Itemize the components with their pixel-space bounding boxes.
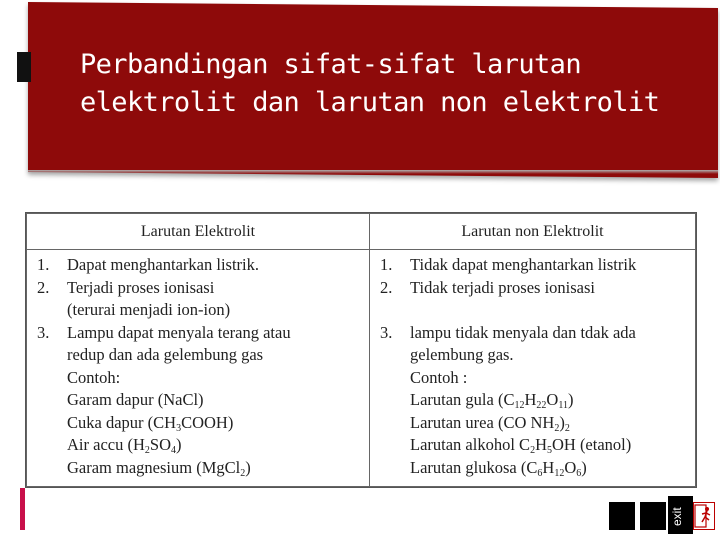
item-number [33,367,67,390]
item-number [376,344,410,367]
item-text: Terjadi proses ionisasi [67,277,215,297]
item-text [410,299,691,322]
item-text: Larutan glukosa $(C_6H_{12}O_6)$ [410,457,587,479]
item-number: 2. [380,277,393,297]
item-text: gelembung gas. [410,345,514,364]
item-number [33,434,67,457]
item-text: (terurai menjadi ion-ion) [67,300,231,319]
list-item [376,412,691,435]
list-item [33,299,365,322]
header-non-elektrolit: Larutan non Elektrolit [370,214,696,250]
list-item [376,457,691,480]
item-number [33,412,67,435]
item-number: 2. [37,277,50,297]
item-number [376,457,410,480]
item-number [376,434,410,457]
column-non-elektrolit [370,250,696,487]
list-item [33,344,365,367]
list-item [376,367,691,390]
item-text: lampu tidak menyala dan tdak ada [410,322,636,342]
list-item [376,277,691,300]
item-text: Air accu $(H_2SO_4)$ [67,435,182,456]
list-item [33,389,365,412]
item-number [376,299,410,322]
item-number [33,299,67,322]
item-text: Contoh : [410,367,468,387]
item-text: Larutan urea (CO $NH_2)_2$ [410,412,570,434]
item-text: Cuka dapur $(CH_3COOH)$ [67,412,234,434]
item-number: 1. [37,255,50,274]
item-text: Garam magnesium (MgCl$_2$) [67,457,251,479]
item-text: redup dan ada gelembung gas [67,345,264,364]
item-number [376,389,410,412]
item-text: Garam dapur (NaCl) [67,390,204,409]
list-item [33,367,365,390]
item-number [33,457,67,480]
item-text: Larutan gula $(C_{12}H_{22}O_{11})$ [410,390,574,411]
list-item [376,344,691,367]
item-number: 1. [380,255,393,274]
item-number [33,344,67,367]
running-person-exit-icon[interactable] [693,502,715,530]
item-text: Tidak terjadi proses ionisasi [410,277,596,297]
slide-marker [17,52,31,82]
list-item [376,254,691,277]
item-text: Lampu dapat menyala terang atau [67,322,291,342]
accent-bar [20,488,25,530]
comparison-table [25,212,697,488]
list-item [33,254,365,277]
item-text: Tidak dapat menghantarkan listrik [410,255,637,274]
list-item [376,389,691,412]
list-item [33,322,365,345]
next-slide-icon[interactable] [640,502,666,530]
list-item [33,412,365,435]
prev-slide-icon[interactable] [609,502,635,530]
banner-shadow [28,170,718,174]
list-item [376,299,691,322]
list-item [33,457,365,480]
slide-title: Perbandingan sifat-sifat larutan elektrolit dan larutan non elektrolit [80,49,660,118]
item-number [376,367,410,390]
exit-button[interactable] [668,496,693,534]
item-text: Contoh: [67,367,121,387]
item-text: Dapat menghantarkan listrik. [67,255,259,274]
list-item [33,277,365,300]
item-number [376,412,410,435]
header-elektrolit: Larutan Elektrolit [27,214,370,250]
item-number [33,389,67,412]
list-item [376,322,691,345]
list-item [33,434,365,457]
list-item [376,434,691,457]
column-elektrolit [27,250,370,487]
item-text: Larutan alkohol $C_2H_5OH$ (etanol) [410,435,632,456]
item-number: 3. [37,322,50,342]
exit-label: exit [670,507,684,526]
item-number: 3. [380,322,393,342]
